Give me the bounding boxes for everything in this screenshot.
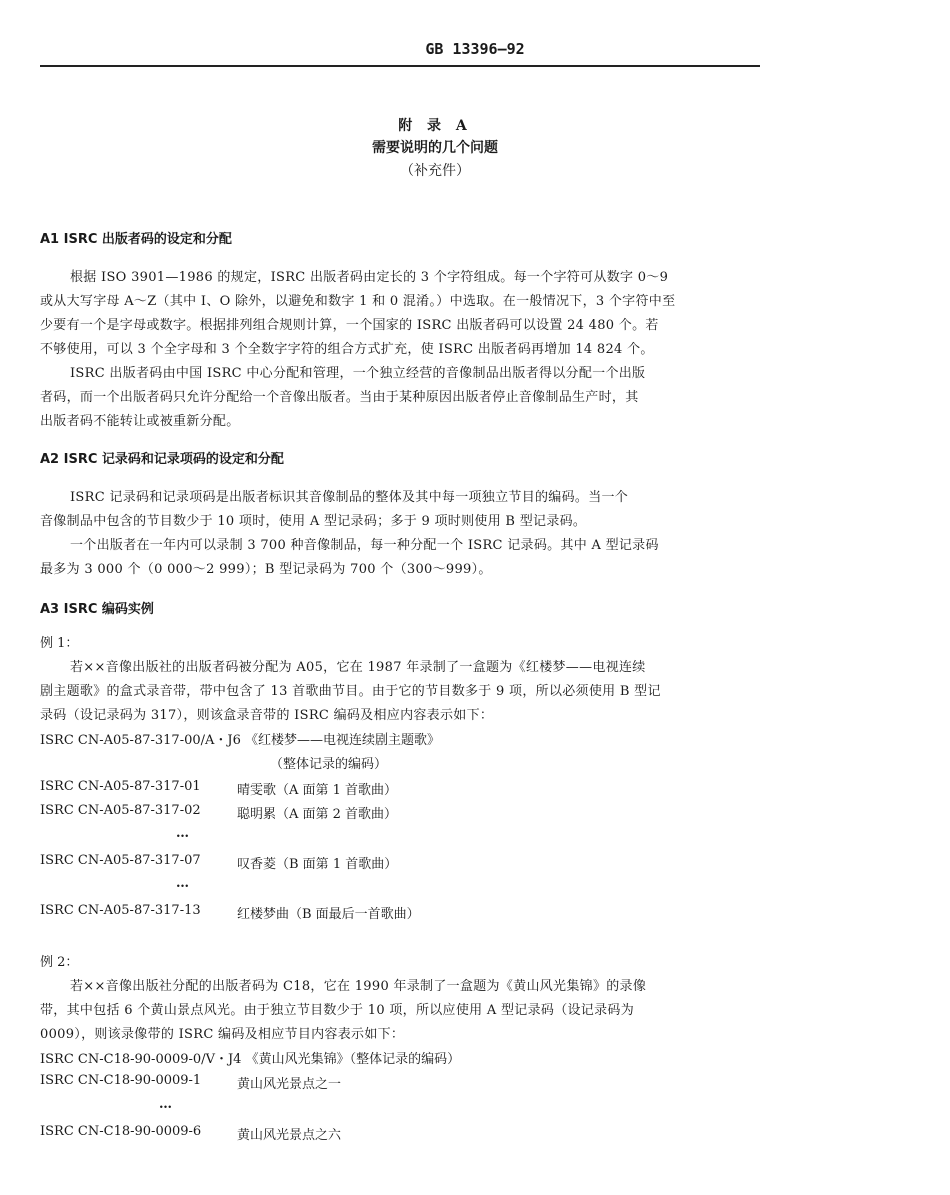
isrc-code-description: 黄山风光景点之一 (237, 1077, 342, 1092)
appendix-supplement: （补充件） (400, 163, 470, 179)
example-2-label: 例 2： (40, 955, 79, 970)
isrc-code-description: 聪明累（A 面第 2 首歌曲） (237, 807, 398, 822)
paragraph-line: 不够使用，可以 3 个全字母和 3 个全数字字符的组合方式扩充，使 ISRC 出版者码再增加 14 824 个。 (40, 342, 654, 357)
isrc-code-description: 晴雯歌（A 面第 1 首歌曲） (237, 783, 398, 798)
isrc-code: ISRC CN-A05-87-317-07 (40, 853, 201, 868)
paragraph-line: 根据 ISO 3901—1986 的规定，ISRC 出版者码由定长的 3 个字符组成。每一个字符可从数字 0～9 (70, 270, 669, 285)
paragraph-line: 或从大写字母 A～Z（其中 I、O 除外，以避免和数字 1 和 0 混淆。）中选取。在一般情况下，3 个字符中至 (40, 294, 676, 309)
paragraph-line: ISRC 记录码和记录项码是出版者标识其音像制品的整体及其中每一项独立节目的编码。当一个 (70, 490, 629, 505)
paragraph-line: 剧主题歌》的盒式录音带，带中包含了 13 首歌曲节目。由于它的节目数多于 9 项，所以必须使用 B 型记 (40, 684, 661, 699)
ellipsis: … (159, 1097, 173, 1112)
isrc-code-note: （整体记录的编码） (270, 757, 388, 772)
paragraph-line: 0009），则该录像带的 ISRC 编码及相应节目内容表示如下： (40, 1027, 405, 1042)
paragraph-line: 一个出版者在一年内可以录制 3 700 种音像制品，每一种分配一个 ISRC 记录码。其中 A 型记录码 (70, 538, 659, 553)
paragraph-line: 出版者码不能转让或被重新分配。 (40, 414, 240, 429)
paragraph-line: 少要有一个是字母或数字。根据排列组合规则计算，一个国家的 ISRC 出版者码可以设置 24 480 个。若 (40, 318, 659, 333)
section-a3-heading: A3 ISRC 编码实例 (40, 602, 154, 617)
isrc-code: ISRC CN-A05-87-317-01 (40, 779, 201, 794)
paragraph-line: 最多为 3 000 个（0 000～2 999）；B 型记录码为 700 个（300～999）。 (40, 562, 492, 577)
paragraph-line: 音像制品中包含的节目数少于 10 项时，使用 A 型记录码；多于 9 项时则使用 B 型记录码。 (40, 514, 587, 529)
paragraph-line: 者码，而一个出版者码只允许分配给一个音像出版者。当由于某种原因出版者停止音像制品生产时，其 (40, 390, 639, 405)
isrc-code-whole: ISRC CN-A05-87-317-00/A・J6 《红楼梦——电视连续剧主题歌》 (40, 733, 441, 748)
isrc-code-description: 红楼梦曲（B 面最后一首歌曲） (237, 907, 420, 922)
isrc-code: ISRC CN-C18-90-0009-6 (40, 1124, 202, 1139)
example-1-label: 例 1： (40, 636, 79, 651)
paragraph-line: 带，其中包括 6 个黄山景点风光。由于独立节目数少于 10 项，所以应使用 A 型记录码（设记录码为 (40, 1003, 634, 1018)
isrc-code: ISRC CN-A05-87-317-13 (40, 903, 201, 918)
header-rule (40, 65, 760, 67)
paragraph-line: 若××音像出版社分配的出版者码为 C18，它在 1990 年录制了一盒题为《黄山风光集锦》的录像 (70, 979, 647, 994)
isrc-code-whole: ISRC CN-C18-90-0009-0/V・J4 《黄山风光集锦》（整体记录的编码） (40, 1052, 461, 1067)
section-a1-heading: A1 ISRC 出版者码的设定和分配 (40, 232, 232, 247)
isrc-code: ISRC CN-A05-87-317-02 (40, 803, 201, 818)
appendix-title: 需要说明的几个问题 (372, 140, 498, 156)
isrc-code-description: 黄山风光景点之六 (237, 1128, 342, 1143)
ellipsis: … (176, 826, 190, 841)
isrc-code-description: 叹香菱（B 面第 1 首歌曲） (237, 857, 398, 872)
isrc-code: ISRC CN-C18-90-0009-1 (40, 1073, 202, 1088)
paragraph-line: ISRC 出版者码由中国 ISRC 中心分配和管理，一个独立经营的音像制品出版者得以分配一个出版 (70, 366, 646, 381)
section-a2-heading: A2 ISRC 记录码和记录项码的设定和分配 (40, 452, 284, 467)
ellipsis: … (176, 876, 190, 891)
standard-code-header: GB 13396—92 (425, 40, 525, 58)
paragraph-line: 录码（设记录码为 317），则该盒录音带的 ISRC 编码及相应内容表示如下： (40, 708, 494, 723)
paragraph-line: 若××音像出版社的出版者码被分配为 A05，它在 1987 年录制了一盒题为《红楼梦——电视连续 (70, 660, 646, 675)
appendix-label: 附 录 A (398, 118, 472, 134)
